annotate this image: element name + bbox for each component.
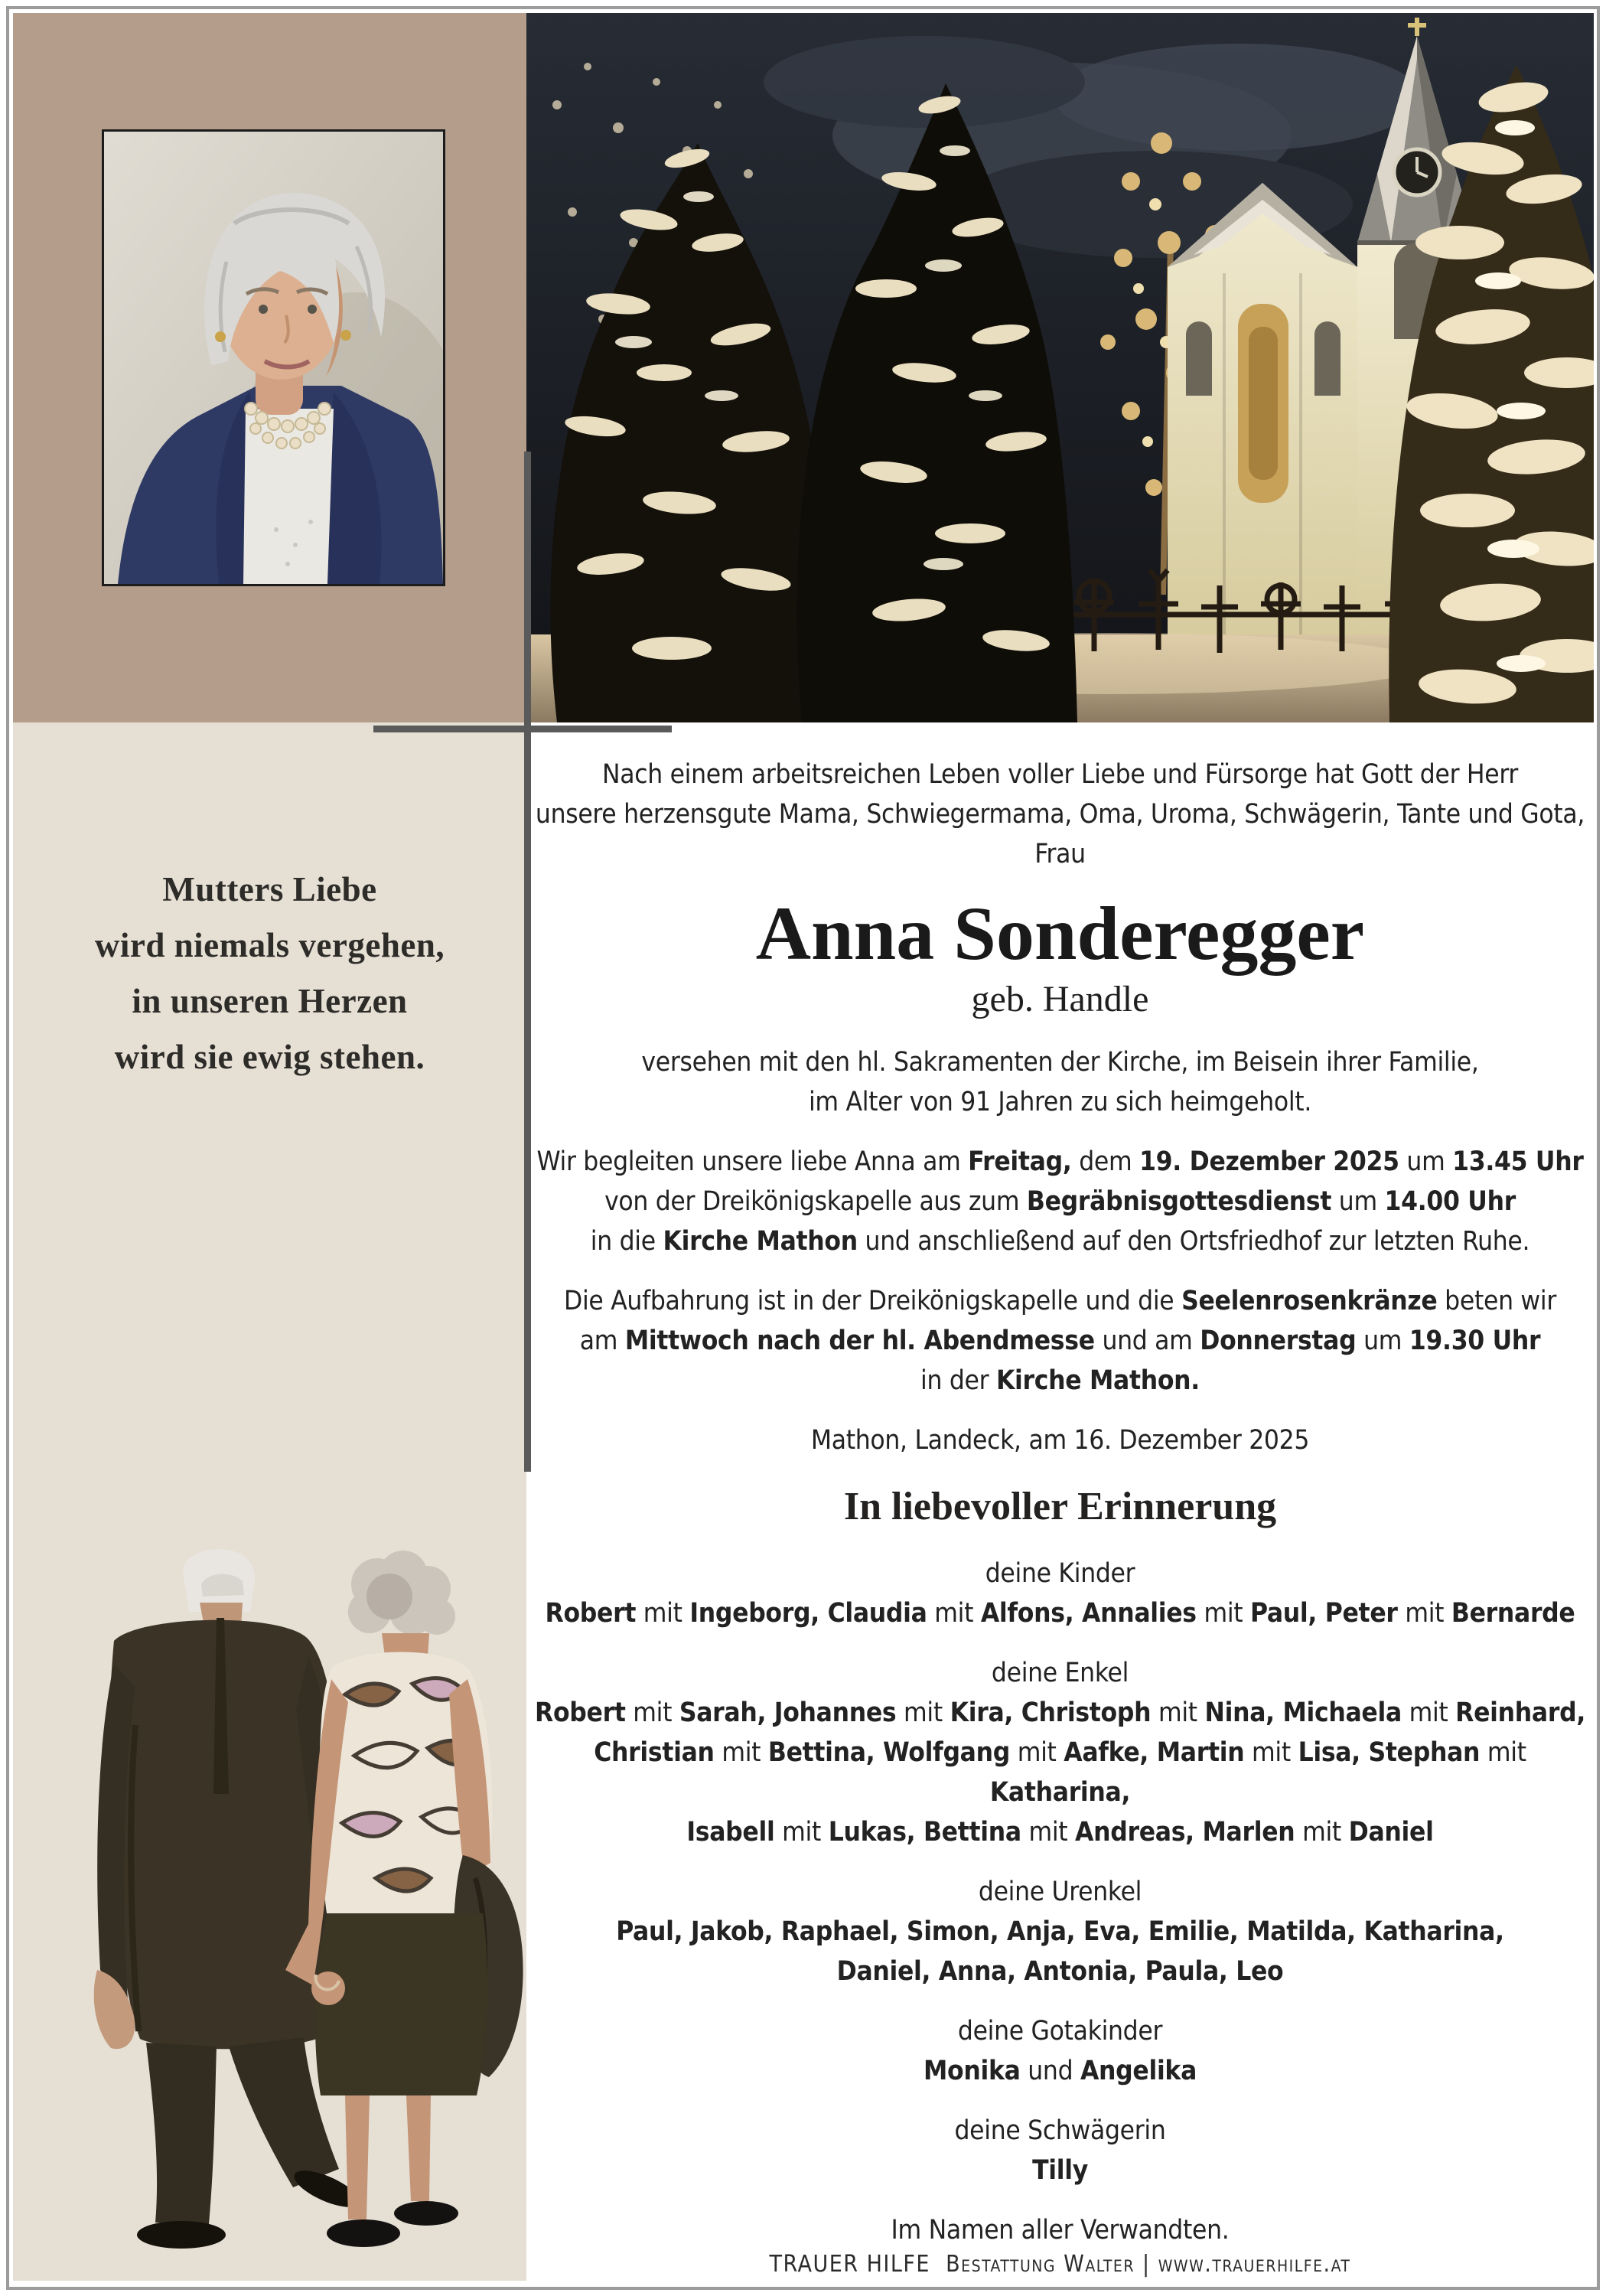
poem-line: wird sie ewig stehen.	[114, 1038, 425, 1076]
family-label: deine Gotakinder	[957, 2016, 1163, 2047]
couple-illustration	[24, 1541, 526, 2270]
intro-line: unsere herzensgute Mama, Schwiegermama, Oma, Uroma, Schwägerin, Tante und Gota,	[535, 799, 1585, 830]
portrait-photo	[102, 129, 445, 586]
funeral-line: von der Dreikönigskapelle aus zum Begräbnisgottesdienst um 14.00 Uhr	[604, 1186, 1516, 1217]
family-label: deine Schwägerin	[954, 2115, 1166, 2146]
memory-heading: In liebevoller Erinnerung	[843, 1485, 1277, 1528]
family-group-enkel	[526, 1653, 1594, 1852]
funeral-home-brand: TRAUER HILFE	[769, 2251, 930, 2278]
closing-line: Im Namen aller Verwandten.	[891, 2215, 1230, 2245]
family-group-gotakinder	[526, 2011, 1594, 2091]
wake-line: Die Aufbahrung ist in der Dreikönigskapelle und die Seelenrosenkränze beten wir	[564, 1286, 1556, 1316]
church-illustration	[526, 13, 1594, 722]
family-label: deine Urenkel	[978, 1877, 1142, 1907]
church-photo	[526, 13, 1594, 722]
funeral-home-footer	[526, 2251, 1594, 2278]
family-group-kinder	[526, 1554, 1594, 1633]
family-group-urenkel	[526, 1872, 1594, 1991]
wake-line: am Mittwoch nach der hl. Abendmesse und am Donnerstag um 19.30 Uhr	[579, 1326, 1541, 1356]
intro-line: Frau	[1034, 839, 1086, 869]
left-top-panel	[13, 13, 526, 722]
joined-hands	[311, 1971, 345, 2005]
funeral-line: Wir begleiten unsere liebe Anna am Freitag, dem 19. Dezember 2025 um 13.45 Uhr	[536, 1146, 1584, 1177]
family-line: Tilly	[1032, 2155, 1088, 2186]
place-date: Mathon, Landeck, am 16. Dezember 2025	[810, 1425, 1310, 1456]
poem-line: wird niemals vergehen,	[94, 926, 445, 964]
family-line: Daniel, Anna, Antonia, Paula, Leo	[836, 1956, 1284, 1987]
passing-line: im Alter von 91 Jahren zu sich heimgeholt.	[808, 1087, 1312, 1117]
family-line: Isabell mit Lukas, Bettina mit Andreas, Marlen mit Daniel	[686, 1817, 1434, 1848]
portrait-illustration	[104, 132, 443, 584]
poem	[13, 862, 526, 1085]
family-line: Robert mit Ingeborg, Claudia mit Alfons, Annalies mit Paul, Peter mit Bernarde	[545, 1598, 1575, 1629]
wake-line: in der Kirche Mathon.	[920, 1365, 1200, 1396]
funeral-line: in die Kirche Mathon und anschließend auf den Ortsfriedhof zur letzten Ruhe.	[590, 1226, 1530, 1257]
family-group-schwaegerin	[526, 2111, 1594, 2190]
family-label: deine Enkel	[991, 1658, 1129, 1688]
poem-line: Mutters Liebe	[162, 870, 377, 908]
left-bottom-panel	[13, 722, 526, 2281]
passing-line: versehen mit den hl. Sakramenten der Kirche, im Beisein ihrer Familie,	[641, 1047, 1479, 1078]
family-label: deine Kinder	[985, 1558, 1135, 1589]
poem-line: in unseren Herzen	[132, 982, 408, 1020]
intro-line: Nach einem arbeitsreichen Leben voller Liebe und Fürsorge hat Gott der Herr	[601, 759, 1519, 790]
family-line: Robert mit Sarah, Johannes mit Kira, Christoph mit Nina, Michaela mit Reinhard,	[535, 1698, 1585, 1728]
funeral-home-info: Bestattung Walter | www.trauerhilfe.at	[946, 2251, 1351, 2278]
family-line: Paul, Jakob, Raphael, Simon, Anja, Eva, Emilie, Matilda, Katharina,	[616, 1916, 1504, 1947]
deceased-name: Anna Sonderegger	[755, 891, 1365, 976]
family-line: Christian mit Bettina, Wolfgang mit Aafke, Martin mit Lisa, Stephan mit Katharina,	[594, 1737, 1526, 1808]
birth-name: geb. Handle	[971, 979, 1149, 1019]
obituary-text-column	[526, 722, 1594, 2288]
family-line: Monika und Angelika	[923, 2056, 1197, 2086]
couple-photo	[24, 1541, 526, 2270]
